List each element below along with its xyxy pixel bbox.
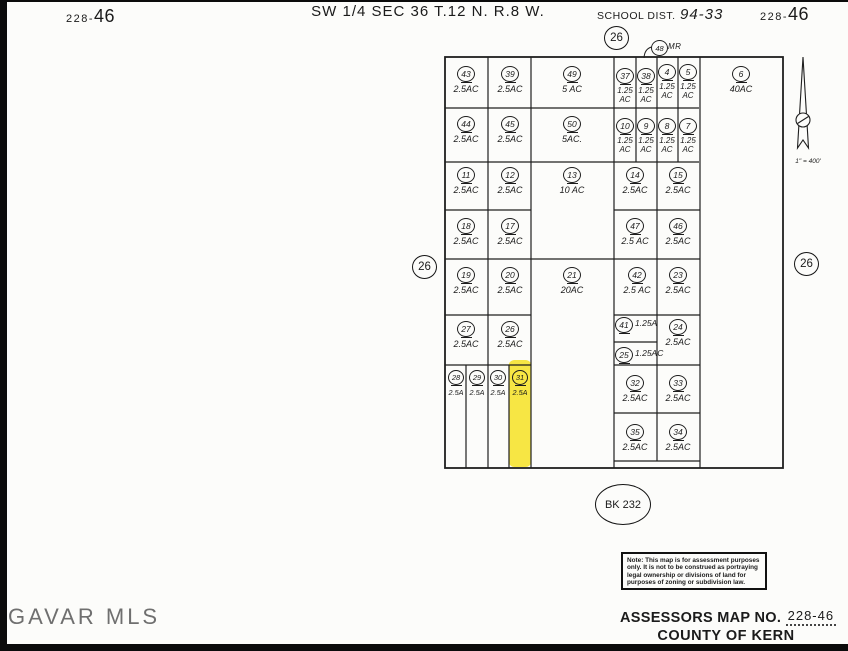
parcel-number-circle: 27: [457, 321, 475, 338]
parcel-number-circle: 26: [501, 321, 519, 338]
assessment-note-box: [621, 552, 767, 590]
parcel-acreage: 2.5AC: [665, 337, 691, 347]
parcel-marker-13: [549, 167, 595, 195]
parcel-marker-35: [612, 424, 658, 452]
parcel-acreage: 2.5AC: [622, 442, 648, 452]
parcel-number-circle: 38: [637, 68, 655, 85]
parcel-number-circle: 39: [501, 66, 519, 83]
parcel-marker-32: [612, 375, 658, 403]
parcel-acreage: 1.25 AC: [617, 86, 633, 104]
parcel-acreage: 1.25 AC: [680, 82, 696, 100]
parcel-acreage: 2.5AC: [497, 185, 523, 195]
school-district: [597, 6, 723, 24]
parcel-number-circle: 21: [563, 267, 581, 284]
parcel-acreage: 2.5AC: [665, 442, 691, 452]
north-arrow-icon: [796, 57, 810, 148]
parcel-acreage: 2.5AC: [622, 393, 648, 403]
parcel-acreage: 2.5AC: [497, 84, 523, 94]
section-marker-right: 26: [794, 252, 819, 276]
parcel-marker-46: [655, 218, 701, 246]
parcel-number-circle: 6: [732, 66, 750, 83]
parcel-marker-6: [718, 66, 764, 94]
school-district-value: 94-33: [680, 6, 724, 23]
parcel-marker-8: [657, 118, 678, 154]
parcel-acreage: 1.25 AC: [617, 136, 633, 154]
parcel-number-circle: 11: [457, 167, 475, 184]
parcel-acreage: 10 AC: [559, 185, 585, 195]
parcel-acreage: 2.5AC: [622, 185, 648, 195]
parcel-number-circle: 17: [501, 218, 519, 235]
assessors-map-no: [620, 609, 836, 627]
school-district-label: SCHOOL DIST.: [597, 10, 676, 22]
parcel-marker-21: [549, 267, 595, 295]
note-line: purposes of zoning or subdivision law.: [627, 578, 745, 586]
county-label: COUNTY OF KERN: [657, 628, 795, 644]
map-number-suffix: 46: [94, 6, 116, 26]
parcel-marker-19: [443, 267, 489, 295]
map-number-prefix: 228-: [66, 13, 95, 25]
parcel-number-circle: 32: [626, 375, 644, 392]
parcel-marker-30: [488, 370, 508, 397]
map-number-top-right: [760, 4, 809, 25]
parcel-marker-10: [615, 118, 636, 154]
parcel-acreage: 2.5AC: [665, 393, 691, 403]
map-number-top-left: [66, 6, 115, 27]
parcel-acreage: 1.25 AC: [638, 136, 654, 154]
parcel-number-circle: 24: [669, 319, 687, 336]
parcel-number-circle: 15: [669, 167, 687, 184]
parcel-acreage: 2.5AC: [453, 285, 479, 295]
parcel-acreage: 2.5AC: [453, 185, 479, 195]
parcel-marker-14: [612, 167, 658, 195]
parcel-acreage: 2.5 AC: [623, 285, 651, 295]
parcel-number-circle: 46: [669, 218, 687, 235]
parcel-marker-34: [655, 424, 701, 452]
parcel-acreage: 2.5A: [512, 388, 528, 397]
parcel-marker-43: [443, 66, 489, 94]
parcel-marker-39: [487, 66, 533, 94]
parcel-marker-25: [615, 347, 663, 364]
note-line: only. It is not to be construed as portraying: [627, 564, 758, 572]
section-marker-top: 26: [604, 26, 629, 50]
parcel-number-circle: 20: [501, 267, 519, 284]
parcel-acreage: 2.5 AC: [621, 236, 649, 246]
note-line: legal ownership or divisions of land for: [627, 571, 746, 579]
parcel-marker-45: [487, 116, 533, 144]
parcel-number-circle: 33: [669, 375, 687, 392]
parcel-number-circle: 8: [658, 118, 676, 135]
parcel-marker-18: [443, 218, 489, 246]
parcel-marker-24: [655, 319, 701, 347]
parcel-number-circle: 37: [616, 68, 634, 85]
parcel-acreage: 2.5A: [448, 388, 464, 397]
parcel-marker-42: [614, 267, 660, 295]
parcel-number-circle: 49: [563, 66, 581, 83]
parcel-number-circle: 4: [658, 64, 676, 81]
parcel-acreage: 1.25A: [635, 318, 658, 328]
parcel-acreage: 2.5AC: [497, 236, 523, 246]
map-number-suffix: 46: [788, 4, 810, 24]
parcel-number-circle: 5: [679, 64, 697, 81]
book-circle: BK 232: [595, 484, 651, 525]
map-number-prefix: 228-: [760, 11, 789, 23]
parcel-marker-11: [443, 167, 489, 195]
parcel-number-circle: 50: [563, 116, 581, 133]
parcel-marker-26: [487, 321, 533, 349]
parcel-number-circle: 13: [563, 167, 581, 184]
parcel-number-circle: 28: [448, 370, 464, 386]
parcel-number-circle: 31: [512, 370, 528, 386]
parcel-acreage: 2.5AC: [453, 84, 479, 94]
parcel-number-circle: 23: [669, 267, 687, 284]
parcel-marker-23: [655, 267, 701, 295]
parcel-number-circle: 14: [626, 167, 644, 184]
parcel-acreage: 1.25 AC: [659, 136, 675, 154]
parcel-number-circle: 30: [490, 370, 506, 386]
parcel-marker-5: [678, 64, 699, 100]
parcel-acreage: 2.5AC: [453, 339, 479, 349]
parcel-marker-15: [655, 167, 701, 195]
note-line: Note: This map is for assessment purposes: [627, 557, 760, 564]
parcel-number-circle: 43: [457, 66, 475, 83]
parcel-marker-41: [615, 317, 657, 334]
parcel-acreage: 2.5AC: [453, 236, 479, 246]
parcel-acreage: 1.25AC: [635, 348, 664, 358]
parcel-number-circle: 41: [615, 317, 633, 334]
parcel-acreage: 20AC: [560, 285, 584, 295]
parcel-number-circle: 29: [469, 370, 485, 386]
parcel-acreage: 2.5AC: [497, 339, 523, 349]
parcel-marker-28: [446, 370, 466, 397]
parcel-marker-12: [487, 167, 533, 195]
parcel-acreage: 2.5AC: [665, 285, 691, 295]
parcel-acreage: 40AC: [729, 84, 753, 94]
parcel-number-circle: 25: [615, 347, 633, 364]
parcel-marker-20: [487, 267, 533, 295]
assessors-map-value: 228-46: [786, 608, 836, 626]
parcel-number-circle: 44: [457, 116, 475, 133]
parcel-marker-7: [678, 118, 699, 154]
scale-label: 1" = 400': [795, 158, 821, 165]
parcel-acreage: 2.5AC: [497, 285, 523, 295]
section-marker-left: 26: [412, 255, 437, 279]
parcel-marker-27: [443, 321, 489, 349]
parcel-marker-37: [615, 68, 636, 104]
mls-watermark: GAVAR MLS: [8, 604, 161, 629]
parcel-acreage: 2.5AC: [453, 134, 479, 144]
parcel-acreage: 5AC.: [561, 134, 582, 144]
parcel-number-circle: 7: [679, 118, 697, 135]
parcel-marker-31: [510, 370, 530, 397]
parcel-marker-50: [549, 116, 595, 144]
parcel-marker-9: [636, 118, 657, 154]
parcel-marker-29: [467, 370, 487, 397]
parcel-acreage: 2.5A: [490, 388, 506, 397]
page-title: SW 1/4 SEC 36 T.12 N. R.8 W.: [311, 3, 545, 20]
parcel-marker-38: [636, 68, 657, 104]
parcel-acreage: 2.5A: [469, 388, 485, 397]
parcel-acreage: 1.25 AC: [659, 82, 675, 100]
parcel-number-circle: 10: [616, 118, 634, 135]
parcel-number-circle: 19: [457, 267, 475, 284]
parcel-marker-47: [612, 218, 658, 246]
parcel-number-circle: 45: [501, 116, 519, 133]
parcel-number-circle: 47: [626, 218, 644, 235]
parcel-number-circle: 35: [626, 424, 644, 441]
parcel-marker-49: [549, 66, 595, 94]
parcel-marker-33: [655, 375, 701, 403]
parcel-number-circle: 9: [637, 118, 655, 135]
parcel-number-circle: 34: [669, 424, 687, 441]
assessors-map-label: ASSESSORS MAP NO.: [620, 610, 782, 626]
parcel-acreage: 2.5AC: [497, 134, 523, 144]
parcel-acreage: 1.25 AC: [638, 86, 654, 104]
mr-parcel-circle: 48: [651, 40, 668, 56]
parcel-acreage: 1.25 AC: [680, 136, 696, 154]
parcel-number-circle: 18: [457, 218, 475, 235]
mr-label: MR: [668, 42, 682, 51]
parcel-acreage: 2.5AC: [665, 185, 691, 195]
parcel-marker-17: [487, 218, 533, 246]
parcel-number-circle: 42: [628, 267, 646, 284]
parcel-number-circle: 12: [501, 167, 519, 184]
parcel-marker-4: [657, 64, 678, 100]
parcel-acreage: 5 AC: [562, 84, 582, 94]
parcel-marker-44: [443, 116, 489, 144]
parcel-acreage: 2.5AC: [665, 236, 691, 246]
